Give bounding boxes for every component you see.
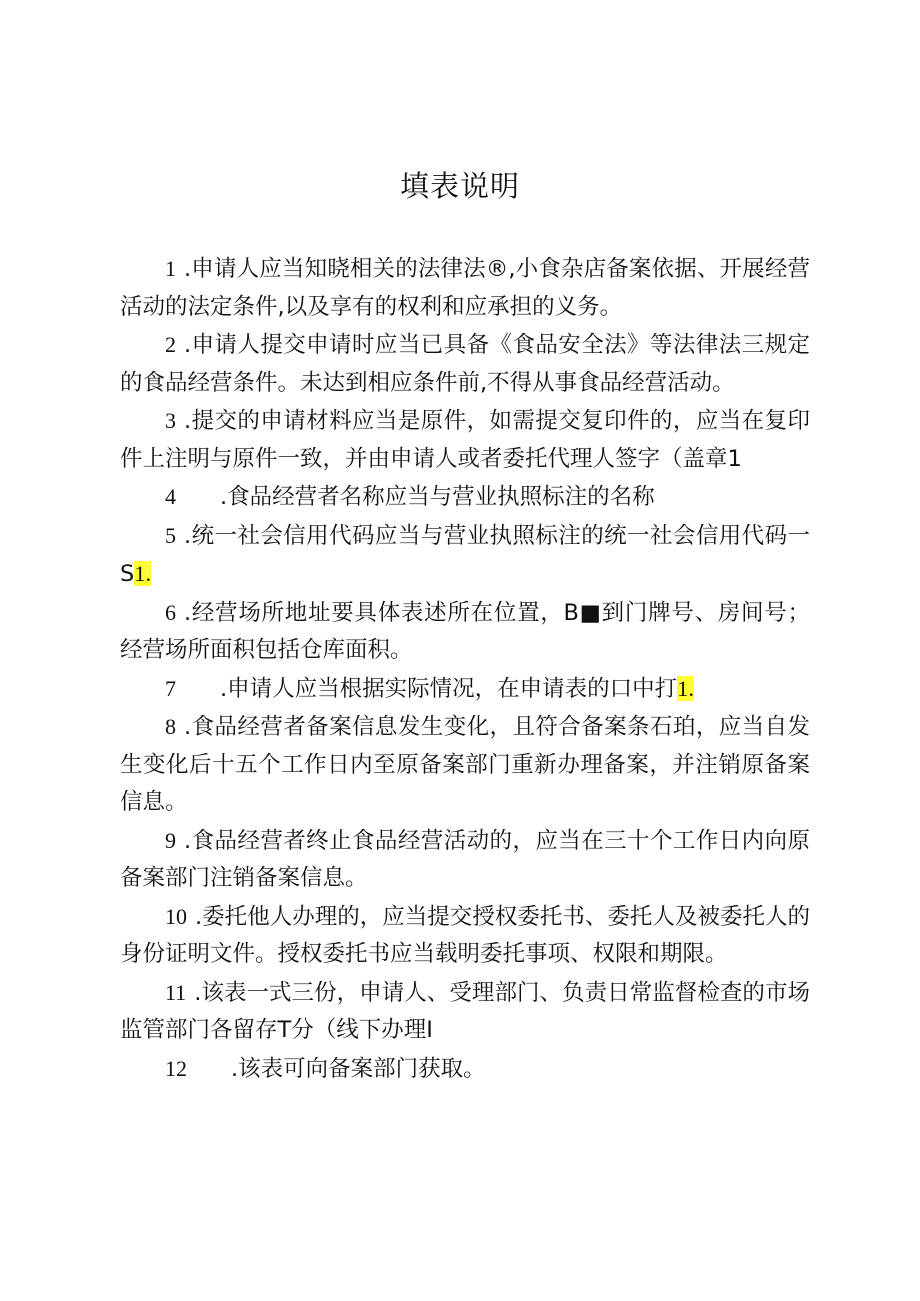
instruction-item-3 bbox=[120, 402, 810, 478]
instruction-item-4 bbox=[120, 478, 810, 517]
item-text: .申请人应当知晓相关的法律法®,小食杂店备案依据、开展经营活动的法定条件,以及享有的权利和应承担的义务。 bbox=[120, 256, 810, 320]
item-text: .食品经营者名称应当与营业执照标注的名称 bbox=[220, 484, 655, 510]
instruction-item-12 bbox=[120, 1050, 810, 1089]
instruction-item-9 bbox=[120, 822, 810, 898]
item-number: 4 bbox=[165, 484, 176, 509]
item-number: 3 bbox=[165, 408, 176, 433]
item-text: .食品经营者终止食品经营活动的，应当在三十个工作日内向原备案部门注销备案信息。 bbox=[120, 827, 810, 891]
item-text: .该表一式三份，申请人、受理部门、负责日常监督检查的市场监管部门各留存T分（线下办理I bbox=[120, 979, 810, 1043]
item-number: 10 bbox=[165, 903, 187, 929]
page-title: 填表说明 bbox=[399, 169, 520, 203]
item-number: 1 bbox=[165, 256, 176, 281]
instruction-item-11 bbox=[120, 974, 810, 1050]
item-number: 11 bbox=[165, 979, 187, 1005]
item-text: .食品经营者备案信息发生变化，且符合备案条石珀，应当自发生变化后十五个工作日内至原备案部门重新办理备案，并注销原备案信息。 bbox=[120, 714, 810, 815]
instruction-item-2 bbox=[120, 326, 810, 402]
instruction-item-1 bbox=[120, 250, 810, 326]
item-number: 8 bbox=[165, 714, 176, 739]
item-number: 2 bbox=[165, 332, 176, 357]
item-number: 12 bbox=[165, 1055, 187, 1081]
item-text: .提交的申请材料应当是原件，如需提交复印件的，应当在复印件上注明与原件一致，并由申请人或者委托代理人签字（盖章1 bbox=[120, 408, 810, 472]
item-number: 6 bbox=[165, 599, 176, 625]
instruction-list bbox=[120, 250, 810, 1088]
instruction-item-10 bbox=[120, 898, 810, 974]
item-text: .申请人应当根据实际情况，在申请表的口中打 bbox=[220, 675, 678, 702]
instruction-item-6 bbox=[120, 594, 810, 670]
item-text: .申请人提交申请时应当已具备《食品安全法》等法律法三规定的食品经营条件。未达到相应条件前,不得从事食品经营活动。 bbox=[120, 332, 810, 396]
item-number: 7 bbox=[165, 675, 176, 701]
instruction-item-7 bbox=[120, 670, 810, 709]
item-number: 9 bbox=[165, 827, 176, 853]
item-text: .委托他人办理的，应当提交授权委托书、委托人及被委托人的身份证明文件。授权委托书应当载明委托事项、权限和期限。 bbox=[120, 903, 810, 967]
item-text: .该表可向备案部门获取。 bbox=[231, 1055, 486, 1082]
instruction-item-5 bbox=[120, 517, 810, 594]
highlighted-mark: 1. bbox=[134, 561, 152, 586]
item-text: .经营场所地址要具体表述所在位置，B■到门牌号、房间号；经营场所面积包括仓库面积。 bbox=[120, 599, 810, 663]
highlighted-mark: 1. bbox=[677, 675, 695, 701]
instruction-item-8 bbox=[120, 708, 810, 822]
item-number: 5 bbox=[165, 522, 176, 548]
item-text: .统一社会信用代码应当与营业执照标注的统一社会信用代码一S bbox=[120, 522, 810, 587]
